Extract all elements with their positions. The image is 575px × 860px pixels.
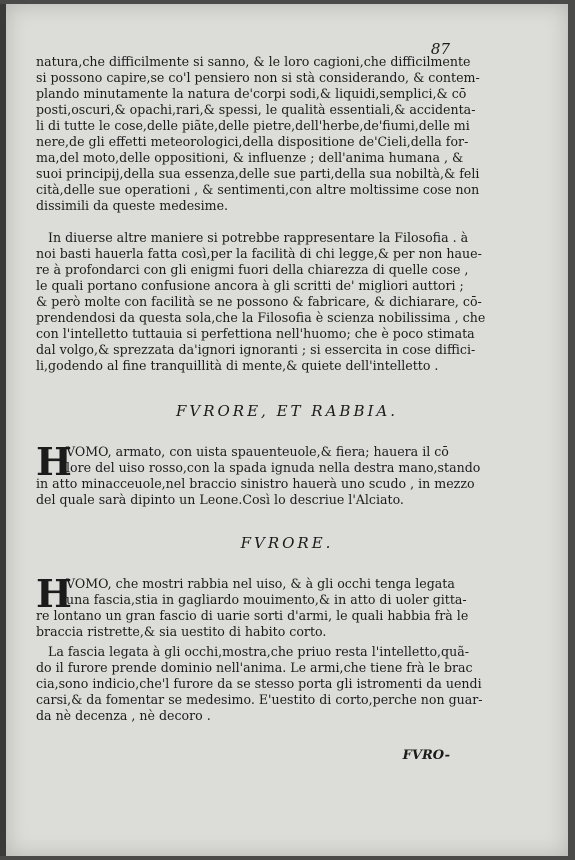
text-line: re lontano un gran fascio di uarie sorti d'armi, le quali habbia frà le <box>36 608 469 623</box>
text-line: si possono capire,se co'l pensiero non si stà considerando, & contem- <box>36 70 480 85</box>
text-line: plando minutamente la natura de'corpi sodi,& liquidi,semplici,& cō <box>36 86 467 101</box>
text-line: braccia ristrette,& sia uestito di habito corto. <box>36 624 327 639</box>
catchword: FVRO- <box>402 748 450 763</box>
text-line: La fascia legata à gli occhi,mostra,che priuo resta l'intelletto,quã- <box>48 644 469 659</box>
text-line: li di tutte le cose,delle piãte,delle pietre,dell'herbe,de'fiumi,delle mi <box>36 118 470 133</box>
text-line: prendendosi da questa sola,che la Filosofia è scienza nobilissima , che <box>36 310 486 325</box>
text-line: VOMO, armato, con uista spauenteuole,& fiera; hauera il cō <box>66 444 449 459</box>
paragraph-filosofia-conclusion <box>36 230 486 374</box>
text-line: una fascia,stia in gagliardo mouimento,& in atto di uoler gitta- <box>66 592 467 607</box>
paragraph-filosofia-end <box>36 54 480 214</box>
text-line: noi basti hauerla fatta così,per la facilità di chi legge,& per non haue- <box>36 246 482 261</box>
text-line: in atto minacceuole,nel braccio sinistro hauerà uno scudo , in mezzo <box>36 476 475 491</box>
text-line: nere,de gli effetti meteorologici,della dispositione de'Cieli,della for- <box>36 134 469 149</box>
text-line: do il furore prende dominio nell'anima. Le armi,che tiene frà le brac <box>36 660 473 675</box>
drop-cap: H <box>36 571 72 616</box>
text-line: re à profondarci con gli enigmi fuori della chiarezza di quelle cose , <box>36 262 469 277</box>
paragraph-furore-explanation <box>36 644 483 724</box>
text-line: natura,che difficilmente si sanno, & le loro cagioni,che difficilmente <box>36 54 471 69</box>
text-line: da nè decenza , nè decoro . <box>36 708 211 723</box>
text-line: dal volgo,& sprezzata da'ignori ignoranti ; si essercita in cose diffici- <box>36 342 476 357</box>
paragraph-furore-description <box>36 571 476 640</box>
text-line: cità,delle sue operationi , & sentimenti,con altre moltissime cose non <box>36 182 480 197</box>
text-line: le quali portano confusione ancora à gli scritti de' migliori auttori ; <box>36 278 464 293</box>
book-page <box>6 4 568 856</box>
text-line: posti,oscuri,& opachi,rari,& spessi, le qualità essentiali,& accidenta- <box>36 102 476 117</box>
text-line: ma,del moto,delle oppositioni, & influenze ; dell'anima humana , & <box>36 150 464 165</box>
section-heading-furore-rabbia: FVRORE, ET RABBIA. <box>175 402 399 420</box>
text-line: li,godendo al fine tranquillità di mente,& quiete dell'intelletto . <box>36 358 439 373</box>
text-line: & però molte con facilità se ne possono & fabricare, & dichiarare, cō- <box>36 294 482 309</box>
text-line: lore del uiso rosso,con la spada ignuda nella destra mano,stando <box>66 460 481 475</box>
section-heading-furore: FVRORE. <box>240 534 334 552</box>
text-line: carsi,& da fomentar se medesimo. E'uestito di corto,perche non guar- <box>36 692 483 707</box>
text-line: suoi principij,della sua essenza,delle sue parti,della sua nobiltà,& feli <box>36 166 480 181</box>
text-line: VOMO, che mostri rabbia nel uiso, & à gli occhi tenga legata <box>66 576 455 591</box>
text-line: del quale sarà dipinto un Leone.Così lo descriue l'Alciato. <box>36 492 404 507</box>
text-line: In diuerse altre maniere si potrebbe rappresentare la Filosofia . à <box>48 230 469 245</box>
text-line: cia,sono indicio,che'l furore da se stesso porta gli istromenti da uendi <box>36 676 482 691</box>
drop-cap: H <box>36 439 72 484</box>
paragraph-furore-rabbia <box>36 439 481 508</box>
text-line: con l'intelletto tuttauia si perfettiona nell'huomo; che è poco stimata <box>36 326 475 341</box>
text-line: dissimili da queste medesime. <box>36 198 229 213</box>
page-number: 87 <box>430 40 450 58</box>
